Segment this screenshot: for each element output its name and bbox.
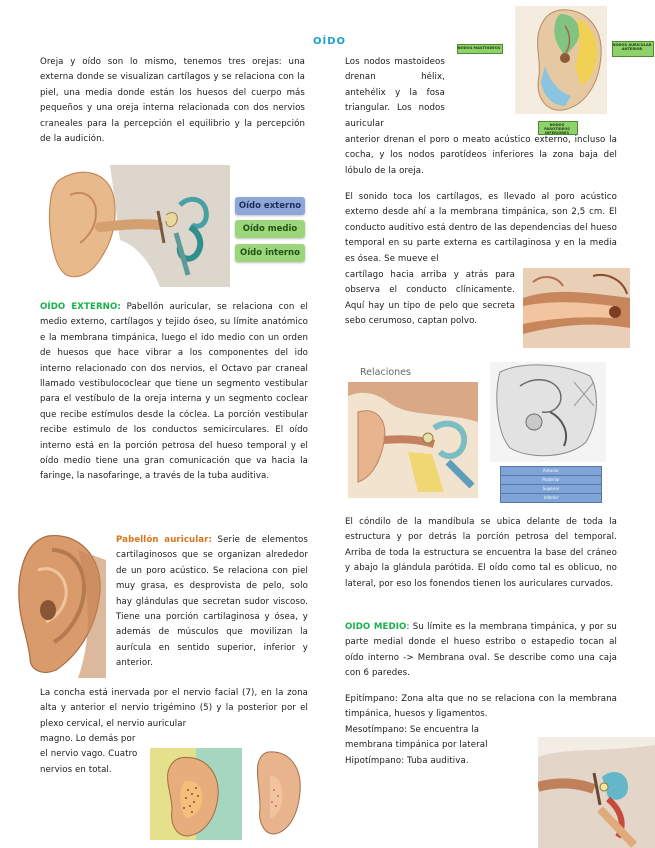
relaciones-row-posterior: Posterior: [500, 475, 602, 485]
relaciones-row-superior: Superior: [500, 484, 602, 494]
ear-canal-figure: [523, 268, 630, 348]
ear-anatomy-figure: [40, 165, 230, 287]
middle-ear-figure: [538, 737, 655, 848]
lymph-nodes-figure: [515, 6, 607, 114]
epitimpano-paragraph: Epitímpano: Zona alta que no se relaciona con la membrana timpánica, huesos y ligamentos.: [345, 694, 617, 720]
oido-medio-heading: OIDO MEDIO: [345, 622, 407, 632]
concha-paragraph-cont: magno. Lo demás por el nervio vago. Cuatro nervios en total.: [40, 734, 138, 775]
sonido-paragraph-cont: cartílago hacia arriba y atrás para observa el conducto clínicamente. Aquí hay un tipo de pelo que secreta sebo cerumoso, captan polvo.: [345, 270, 515, 327]
concha-paragraph: La concha está inervada por el nervio facial (7), en la zona alta y anterior el nervio trigémino (5) y la posterior por el plexo cervical, el nervio auricular: [40, 688, 308, 729]
label-oido-medio: Oído medio: [235, 220, 305, 238]
label-oido-externo: Oído externo: [235, 197, 305, 215]
relaciones-row-inferior: Inferior: [500, 493, 602, 503]
pabellon-text: Serie de elementos cartilaginosos que se organizan alrededor de un poro acústico. Se relaciona con piel muy grasa, es desprovista de pelo, solo hay glándulas que secretan sudor viscoso. Tiene una porción cartilaginosa y ósea, y además de músculos que movilizan la aurícula en sentido superior, inferior y anterior.: [116, 535, 308, 669]
nodos-paragraph: Los nodos mastoideos drenan hélix, antehélix y la fosa triangular. Los nodos auricular: [345, 57, 445, 129]
relaciones-figure-left: [348, 382, 478, 498]
mesotimpano-paragraph: Mesotímpano: Se encuentra la membrana timpánica por lateral: [345, 725, 488, 751]
relaciones-heading: Relaciones: [360, 367, 411, 378]
sonido-paragraph: El sonido toca los cartílagos, es llevado al poro acústico externo desde ahí a la membrana timpánica, son 2,5 cm. El conducto auditivo está dentro de las dependencias del hueso temporal en su parte externa es cartilaginosa y en la media es ósea. Se mueve el: [345, 192, 617, 264]
intro-paragraph: Oreja y oído son lo mismo, tenemos tres orejas: una externa donde se visualizan cartílagos y se relaciona con la piel, una media donde están los huesos del cuerpo más pequeños y una oreja interna relacionada con dos nervios craneales para la percepción el equilibrio y la percepción de la audición.: [40, 57, 305, 145]
pabellon-paragraph: [116, 533, 308, 672]
nodos-paragraph-cont: anterior drenan el poro o meato acústico externo, incluso la cocha, y los nodos parotídeos inferiores la zona baja del lóbulo de la oreja.: [345, 135, 617, 176]
label-oido-interno: Oído interno: [235, 244, 305, 262]
relaciones-row-anterior: Anterior: [500, 466, 602, 476]
relaciones-figure-right: [490, 362, 606, 462]
nodes-label-mastoideos: NODOS MASTOIDEOS: [457, 46, 501, 50]
oido-externo-heading: OÍDO EXTERNO:: [40, 302, 121, 312]
page-title: OÍDO: [313, 36, 347, 47]
oido-medio-paragraph: [345, 620, 617, 682]
condilo-paragraph: El cóndilo de la mandíbula se ubica delante de toda la estructura y por detrás la porción petrosa del temporal. Arriba de toda la estructura se encuentra la base del cráneo y abajo la glándula parótida. El oído como tal es oblicuo, no lateral, por eso los fonendos tienen los auriculares curvados.: [345, 517, 617, 589]
concha-innervation-figure: [150, 748, 242, 840]
hipotimpano-paragraph: Hipotímpano: Tuba auditiva.: [345, 756, 469, 766]
oido-externo-text: Pabellón auricular, se relaciona con el medio externo, cartílagos y tejido óseo, su límite anatómico e la membrana timpánica, luego el ido medio con un orden de huesos que hace vibrar a los componentes del ido interno relacionado con dos nervios, el Octavo par craneal llamado vestibulococlear que tiene un segmento vestibular para el vestíbulo de la oreja interna y un segmento coclear que recibe estímulos desde la cóclea. La porción vestibular recibe estimulo de los conductos semicirculares. El oído interno está en la porción petrosa del hueso temporal y el oído medio tiene una gran comunicación que va hacia la faringe, la nasofaringe, a través de la tuba auditiva.: [40, 302, 308, 482]
concha-back-figure: [248, 746, 308, 838]
oido-externo-paragraph: [40, 300, 308, 485]
nodes-label-parotideos: NODOS PAROTÍDEOS INFERIORES: [544, 123, 570, 135]
pabellon-figure: [8, 530, 108, 678]
pabellon-heading: Pabellón auricular:: [116, 535, 213, 545]
nodes-label-auricular-anterior: NODOS AURICULAR ANTERIOR: [612, 43, 652, 51]
oido-medio-text: : Su límite es la membrana timpánica, y por su parte medial donde el hueso estribo o estapedio tocan al oído interno -> Membrana oval. Se describe como una caja con 6 paredes.: [345, 622, 617, 679]
